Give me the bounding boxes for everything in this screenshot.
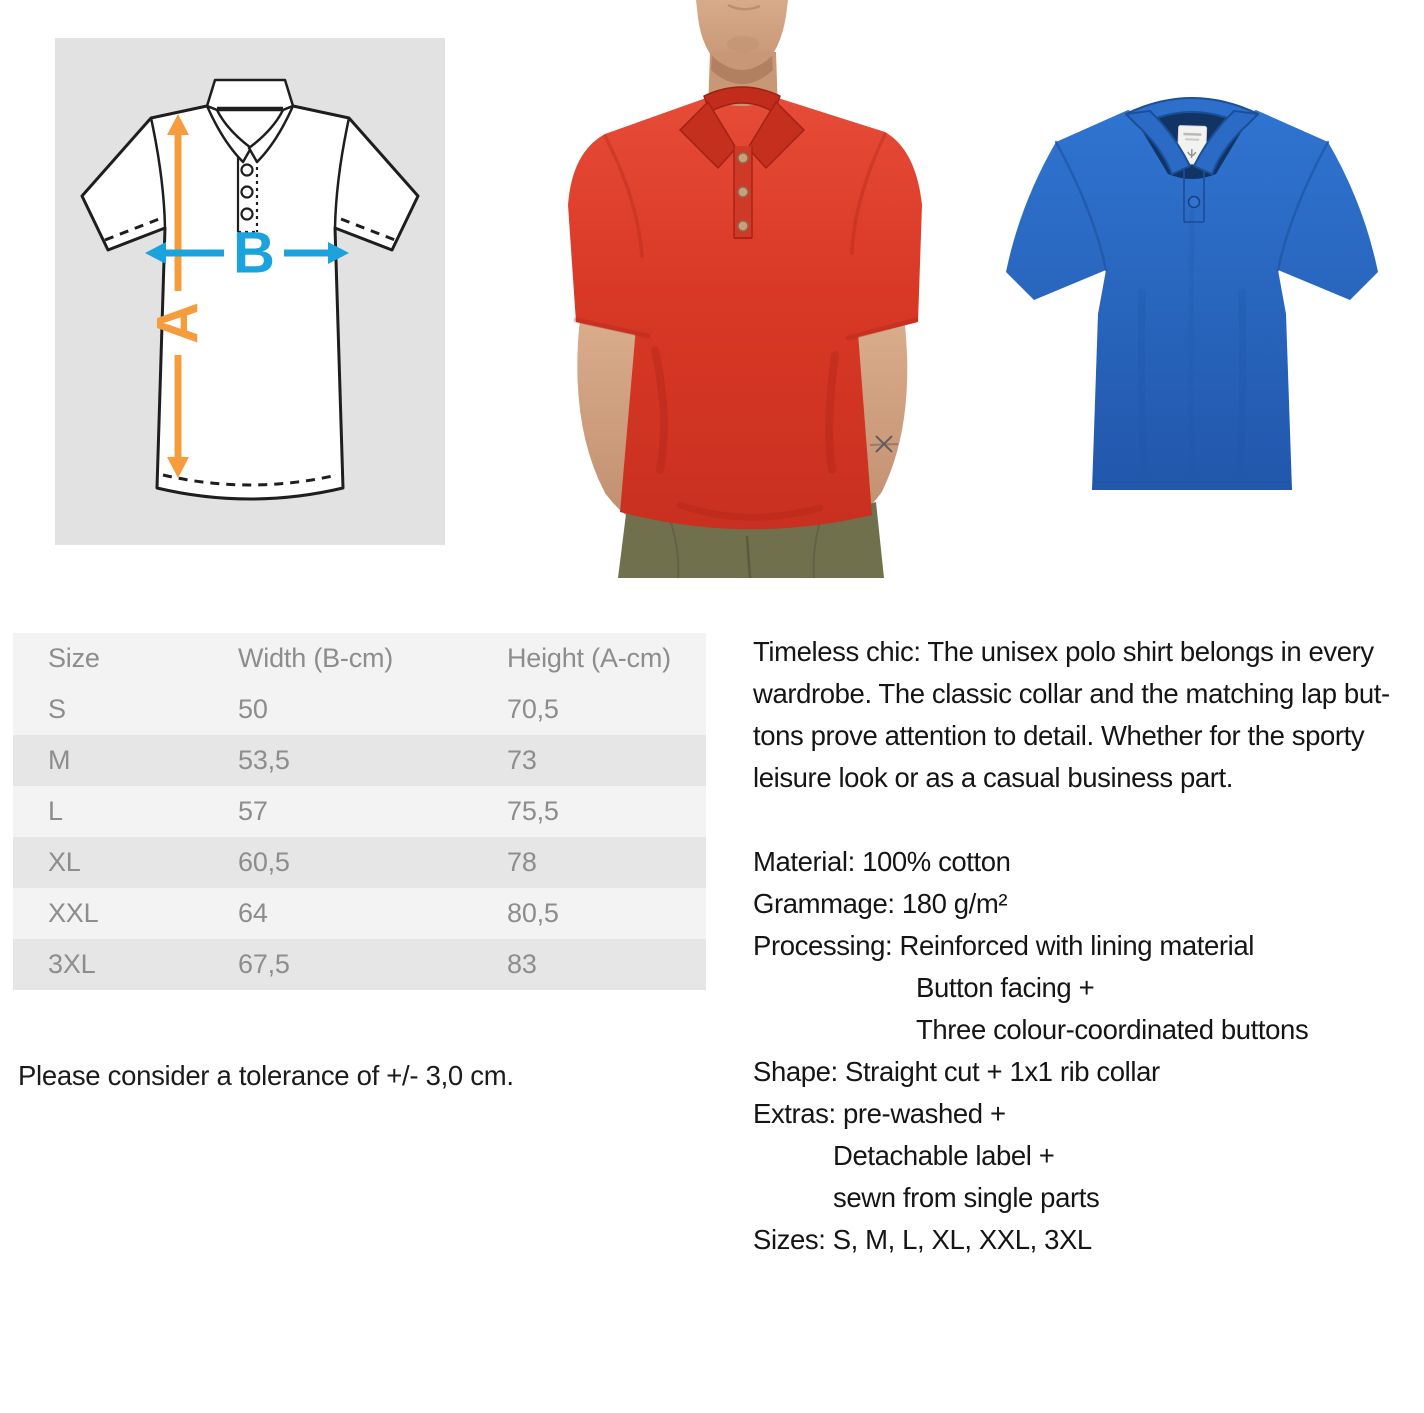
size-diagram-svg	[55, 38, 445, 545]
table-cell: 50	[238, 694, 268, 724]
size-diagram	[55, 38, 445, 545]
red-polo-photo-svg	[520, 0, 965, 578]
table-cell: L	[48, 796, 63, 826]
label-b: B	[233, 220, 275, 286]
tolerance-note: Please consider a tolerance of +/- 3,0 cm.	[18, 1060, 514, 1091]
table-cell: 73	[507, 745, 537, 775]
col-header-size: Size	[48, 643, 100, 673]
text-line: Grammage: 180 g/m²	[753, 888, 1008, 919]
col-header-height: Height (A-cm)	[507, 643, 671, 673]
table-row	[13, 684, 706, 735]
blue-polo-photo-svg	[992, 52, 1392, 522]
placket-buttons	[242, 165, 253, 220]
table-cell: 60,5	[238, 847, 290, 877]
size-table	[13, 633, 706, 990]
blue-polo-photo	[992, 52, 1392, 522]
table-row	[13, 837, 706, 888]
table-cell: 57	[238, 796, 268, 826]
table-cell: 70,5	[507, 694, 559, 724]
text-line: Detachable label +	[833, 1140, 1055, 1171]
text-line: Timeless chic: The unisex polo shirt belongs in every	[753, 636, 1374, 667]
text-line: Button facing +	[916, 972, 1095, 1003]
table-cell: 64	[238, 898, 268, 928]
table-cell: XXL	[48, 898, 99, 928]
table-row	[13, 939, 706, 990]
blue-shirt-button	[1189, 197, 1200, 208]
table-cell: 53,5	[238, 745, 290, 775]
table-cell: XL	[48, 847, 81, 877]
description-intro	[753, 631, 1421, 799]
table-cell: 80,5	[507, 898, 559, 928]
text-line: leisure look or as a casual business part.	[753, 762, 1233, 793]
table-cell: 3XL	[48, 949, 96, 979]
text-line: Sizes: S, M, L, XL, XXL, 3XL	[753, 1224, 1092, 1255]
table-row	[13, 786, 706, 837]
col-header-width: Width (B-cm)	[238, 643, 394, 673]
table-cell: 75,5	[507, 796, 559, 826]
label-a: A	[145, 302, 211, 344]
text-line: Processing: Reinforced with lining material	[753, 930, 1254, 961]
text-line: tons prove attention to detail. Whether for the sporty	[753, 720, 1365, 751]
table-row	[13, 888, 706, 939]
text-line: Extras: pre-washed +	[753, 1098, 1006, 1129]
product-description	[753, 631, 1421, 1261]
red-polo-photo	[520, 0, 965, 578]
text-line: Shape: Straight cut + 1x1 rib collar	[753, 1056, 1160, 1087]
text-line: wardrobe. The classic collar and the matching lap but-	[753, 678, 1390, 709]
table-header-row	[13, 633, 706, 684]
text-line: Material: 100% cotton	[753, 846, 1011, 877]
table-row	[13, 735, 706, 786]
table-cell: S	[48, 694, 66, 724]
text-line: sewn from single parts	[833, 1182, 1100, 1213]
description-specs	[753, 841, 1421, 1261]
table-cell: M	[48, 745, 71, 775]
table-cell: 67,5	[238, 949, 290, 979]
table-cell: 78	[507, 847, 537, 877]
text-line: Three colour-coordinated buttons	[916, 1014, 1309, 1045]
table-cell: 83	[507, 949, 537, 979]
